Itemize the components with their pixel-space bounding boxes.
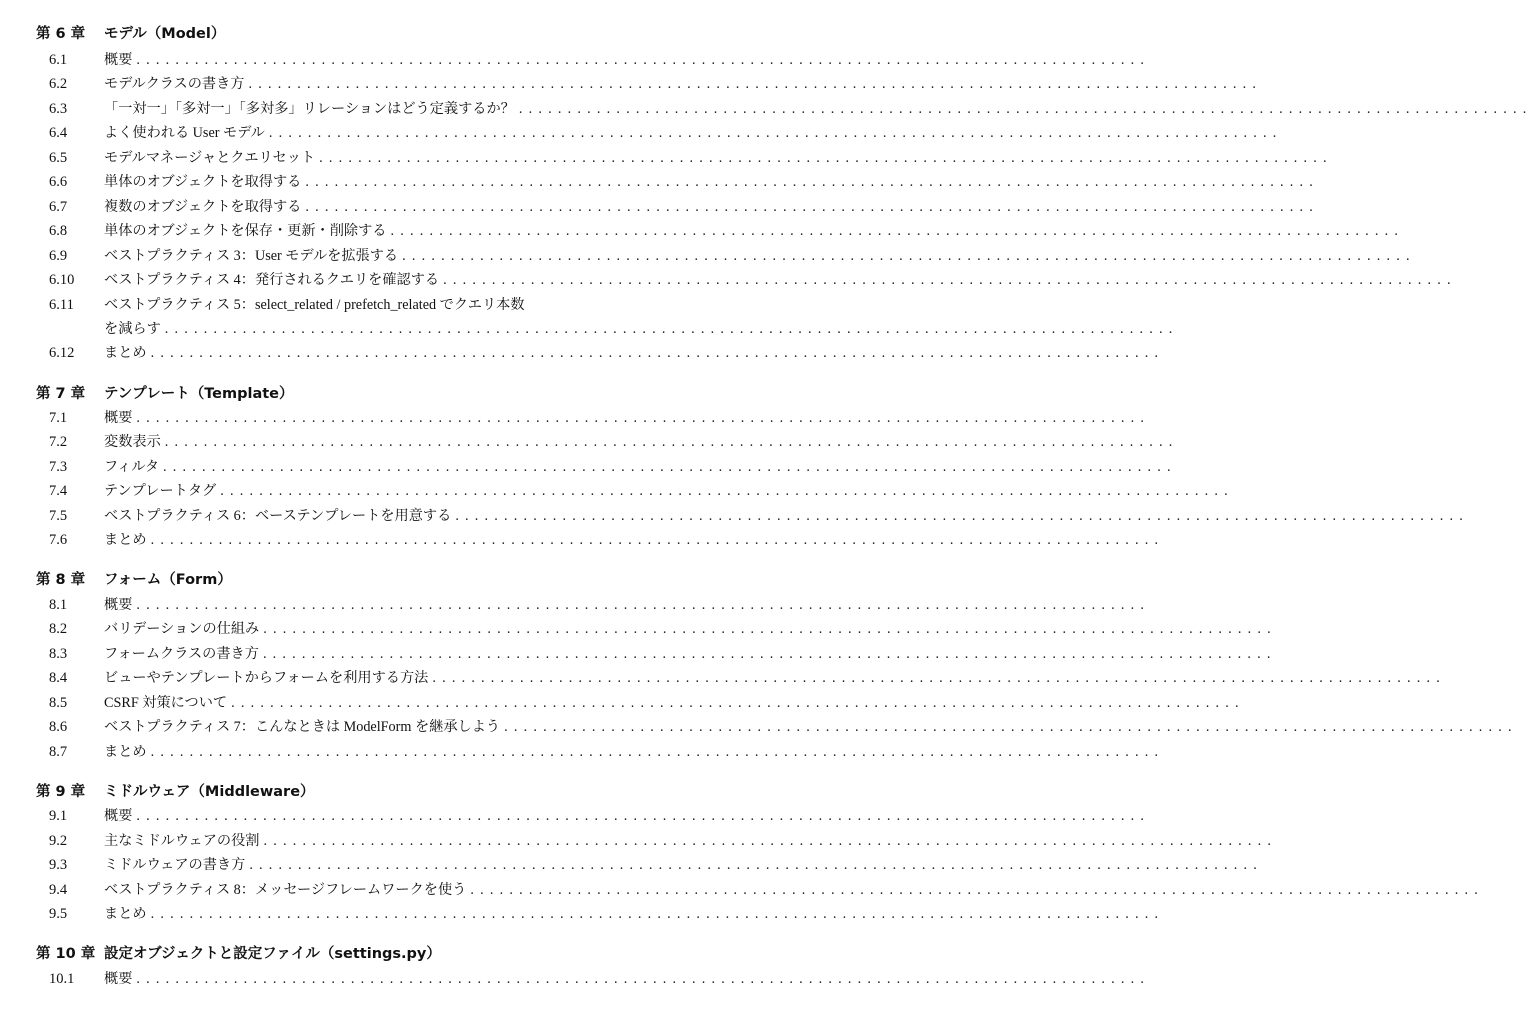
toc-entry[interactable] [0,48,1151,72]
dot-leader: ........................................................................................................ [262,646,1277,662]
toc-entry[interactable] [0,219,1405,243]
section-title: よく使われる User モデル [104,125,265,141]
section-title: 概要 [104,971,133,987]
section-title: ベストプラクティス 6：ベーステンプレートを用意する [104,508,452,524]
section-number: 6.1 [49,52,68,68]
dot-leader: ........................................................................................................ [136,971,1151,987]
section-number: 6.8 [49,223,68,239]
section-title: ビューやテンプレートからフォームを利用する方法 [104,670,429,686]
dot-leader: ........................................................................................................ [432,670,1447,686]
section-title: モデルクラスの書き方 [104,76,245,92]
section-number: 8.4 [49,670,68,686]
section-title: CSRF 対策について [104,695,228,711]
section-number: 9.3 [49,857,68,873]
toc-entry[interactable] [0,479,1234,503]
dot-leader: ........................................................................................................ [150,906,1165,922]
dot-leader: ........................................................................................................ [248,76,1263,92]
toc-entry[interactable] [0,967,1151,991]
chapter-heading [0,780,602,804]
toc-entry[interactable] [0,121,1283,145]
section-title-continuation: を減らす [104,321,161,337]
section-title: ベストプラクティス 7：こんなときは ModelForm を継承しよう [104,719,501,735]
section-number: 9.1 [49,808,68,824]
dot-leader: ........................................................................................................ [319,150,1333,166]
dot-leader: ........................................................................................................ [263,833,1278,849]
chapter-number: 第 6 章 [36,26,86,42]
dot-leader: ........................................................................................................ [402,248,1416,264]
toc-entry[interactable] [0,170,1320,194]
section-title: まとめ [104,906,147,922]
section-number: 8.2 [49,621,68,637]
chapter-title: ミドルウェア（Middleware） [104,784,315,800]
section-number: 6.2 [49,76,68,92]
section-title: 概要 [104,410,133,426]
dot-leader: ........................................................................................................ [136,410,1151,426]
section-title: ベストプラクティス 8：メッセージフレームワークを使う [104,882,467,898]
dot-leader: ........................................................................................................ [455,508,1469,524]
section-title: まとめ [104,532,147,548]
section-title: ミドルウェアの書き方 [104,857,246,873]
section-number: 9.2 [49,833,68,849]
section-title: 複数のオブジェクトを取得する [104,199,302,215]
section-number: 6.11 [49,297,74,313]
section-title: モデルマネージャとクエリセット [104,150,316,166]
toc-entry[interactable] [0,829,1278,853]
section-title: 単体のオブジェクトを保存・更新・削除する [104,223,387,239]
toc-entry[interactable] [0,293,602,317]
chapter-number: 第 9 章 [36,784,86,800]
dot-leader: ........................................................................................................ [164,321,1179,337]
toc-entry[interactable] [0,97,1533,121]
dot-leader: ........................................................................................................ [136,808,1151,824]
toc-entry[interactable] [0,268,1457,292]
section-number: 8.3 [49,646,68,662]
dot-leader: ........................................................................................................ [150,532,1165,548]
dot-leader: ........................................................................................................ [263,621,1277,637]
section-number: 6.6 [49,174,68,190]
section-title: ベストプラクティス 5：select_related / prefetch_related でクエリ本数 [104,297,525,313]
chapter-number: 第 7 章 [36,386,86,402]
section-title: 単体のオブジェクトを取得する [104,174,302,190]
dot-leader: ........................................................................................................ [163,459,1177,475]
chapter-title: フォーム（Form） [104,572,232,588]
toc-entry[interactable] [0,430,1179,454]
toc-entry[interactable] [0,146,1333,170]
toc-entry[interactable] [0,666,1447,690]
section-number: 9.5 [49,906,68,922]
section-title: まとめ [104,744,147,760]
toc-entry-continuation[interactable] [0,317,1179,341]
section-number: 7.3 [49,459,68,475]
toc-entry[interactable] [0,244,1416,268]
toc-entry[interactable] [0,504,1469,528]
section-title: ベストプラクティス 3：User モデルを拡張する [104,248,399,264]
toc-entry[interactable] [0,878,1485,902]
dot-leader: ........................................................................................................ [518,101,1533,117]
chapter-number: 第 8 章 [36,572,86,588]
section-title: まとめ [104,345,147,361]
section-number: 6.3 [49,101,68,117]
dot-leader: ........................................................................................................ [136,52,1151,68]
chapter-heading [0,942,602,966]
toc-entry[interactable] [0,902,1165,926]
toc-entry[interactable] [0,72,1263,96]
section-title: 概要 [104,808,133,824]
section-title: 概要 [104,52,133,68]
section-title: テンプレートタグ [104,483,217,499]
section-number: 6.10 [49,272,75,288]
dot-leader: ........................................................................................................ [305,174,1320,190]
section-number: 6.5 [49,150,68,166]
dot-leader: ........................................................................................................ [249,857,1263,873]
toc-entry[interactable] [0,406,1151,430]
dot-leader: ........................................................................................................ [504,719,1518,735]
dot-leader: ........................................................................................................ [150,345,1165,361]
section-number: 7.1 [49,410,68,426]
toc-entry[interactable] [0,804,1151,828]
section-number: 10.1 [49,971,75,987]
chapter-heading [0,22,602,46]
section-title: 概要 [104,597,133,613]
toc-entry[interactable] [0,853,1263,877]
section-number: 6.12 [49,345,75,361]
section-title: フォームクラスの書き方 [104,646,259,662]
toc-entry[interactable] [0,740,1165,764]
dot-leader: ........................................................................................................ [268,125,1283,141]
section-title: フィルタ [104,459,160,475]
section-title: 主なミドルウェアの役割 [104,833,260,849]
dot-leader: ........................................................................................................ [305,199,1320,215]
toc-entry[interactable] [0,455,1177,479]
section-number: 8.6 [49,719,68,735]
toc-entry[interactable] [0,617,1277,641]
dot-leader: ........................................................................................................ [470,882,1485,898]
section-number: 7.4 [49,483,68,499]
section-number: 7.2 [49,434,68,450]
section-number: 8.5 [49,695,68,711]
chapter-heading [0,382,602,406]
chapter-number: 第 10 章 [36,946,96,962]
dot-leader: ........................................................................................................ [164,434,1179,450]
section-title: バリデーションの仕組み [104,621,260,637]
dot-leader: ........................................................................................................ [443,272,1457,288]
toc-entry[interactable] [0,642,1277,666]
toc-entry[interactable] [0,691,1245,715]
chapter-title: テンプレート（Template） [104,386,294,402]
section-number: 7.5 [49,508,68,524]
section-number: 6.7 [49,199,68,215]
dot-leader: ........................................................................................................ [136,597,1151,613]
section-number: 8.1 [49,597,68,613]
toc-entry[interactable] [0,593,1151,617]
toc-entry[interactable] [0,195,1320,219]
section-number: 9.4 [49,882,68,898]
dot-leader: ........................................................................................................ [220,483,1234,499]
section-number: 7.6 [49,532,68,548]
section-title: ベストプラクティス 4：発行されるクエリを確認する [104,272,440,288]
toc-entry[interactable] [0,341,1165,365]
dot-leader: ........................................................................................................ [390,223,1405,239]
chapter-title: 設定オブジェクトと設定ファイル（settings.py） [104,946,441,962]
section-title: 「一対一」「多対一」「多対多」リレーションはどう定義するか？ [104,101,515,117]
toc-entry[interactable] [0,528,1165,552]
chapter-title: モデル（Model） [104,26,226,42]
section-number: 8.7 [49,744,68,760]
section-number: 6.4 [49,125,68,141]
section-number: 6.9 [49,248,68,264]
dot-leader: ........................................................................................................ [150,744,1165,760]
toc-entry[interactable] [0,715,1518,739]
chapter-heading [0,568,602,592]
dot-leader: ........................................................................................................ [231,695,1245,711]
section-title: 変数表示 [104,434,161,450]
